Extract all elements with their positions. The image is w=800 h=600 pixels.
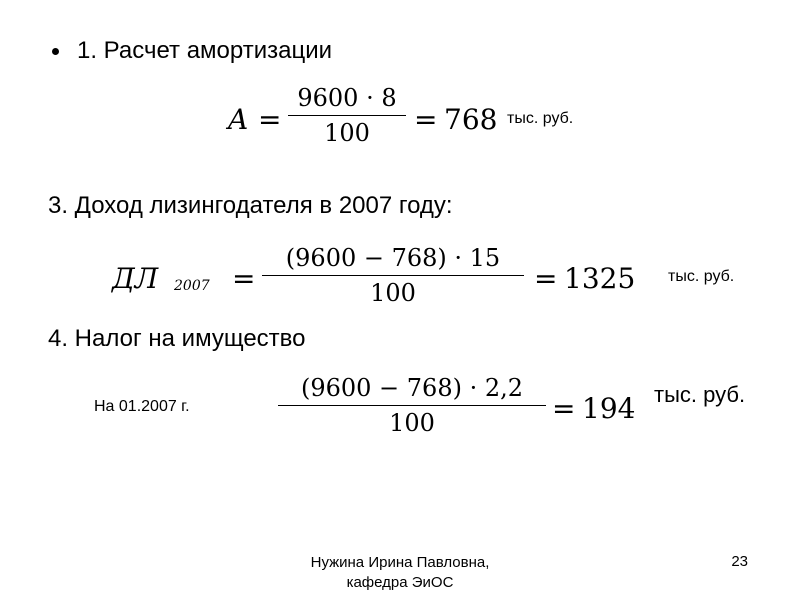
formula-result: 1325 <box>564 262 636 295</box>
fraction-numerator: (9600 − 768) · 15 <box>285 244 501 272</box>
page-number: 23 <box>731 553 748 570</box>
footer-author-name: Нужина Ирина Павловна, <box>310 554 490 571</box>
formula-lhs: A <box>228 103 249 136</box>
formula-lhs-subscript: 2007 <box>174 278 210 294</box>
formula-fraction <box>288 84 406 147</box>
footer-department: кафедра ЭиОС <box>346 574 454 591</box>
date-label: На 01.2007 г. <box>94 398 190 415</box>
formula-fraction <box>278 374 546 437</box>
formula-fraction <box>262 244 524 307</box>
formula-result: 194 <box>582 392 636 425</box>
fraction-bar <box>262 275 524 276</box>
footer-author <box>250 553 550 593</box>
unit-label: тыс. руб. <box>507 110 574 127</box>
unit-label: тыс. руб. <box>668 268 735 285</box>
fraction-denominator: 100 <box>389 409 435 437</box>
fraction-denominator: 100 <box>324 119 370 147</box>
fraction-numerator: (9600 − 768) · 2,2 <box>300 374 524 402</box>
formula-equals: = <box>534 262 558 295</box>
formula-equals: = <box>258 103 282 136</box>
fraction-numerator: 9600 · 8 <box>297 84 397 112</box>
formula-result: 768 <box>444 103 498 136</box>
fraction-bar <box>278 405 546 406</box>
bullet-heading-amortization <box>52 37 332 65</box>
bullet-dot-icon <box>52 48 59 55</box>
formula-lhs: ДЛ <box>112 262 159 295</box>
heading-amortization: 1. Расчет амортизации <box>77 37 333 64</box>
heading-property-tax: 4. Налог на имущество <box>48 325 306 352</box>
formula-equals: = <box>232 262 256 295</box>
unit-label: тыс. руб. <box>654 382 746 407</box>
formula-equals: = <box>414 103 438 136</box>
fraction-denominator: 100 <box>370 279 416 307</box>
fraction-bar <box>288 115 406 116</box>
formula-equals: = <box>552 392 576 425</box>
heading-lessor-income: 3. Доход лизингодателя в 2007 году: <box>48 192 453 219</box>
